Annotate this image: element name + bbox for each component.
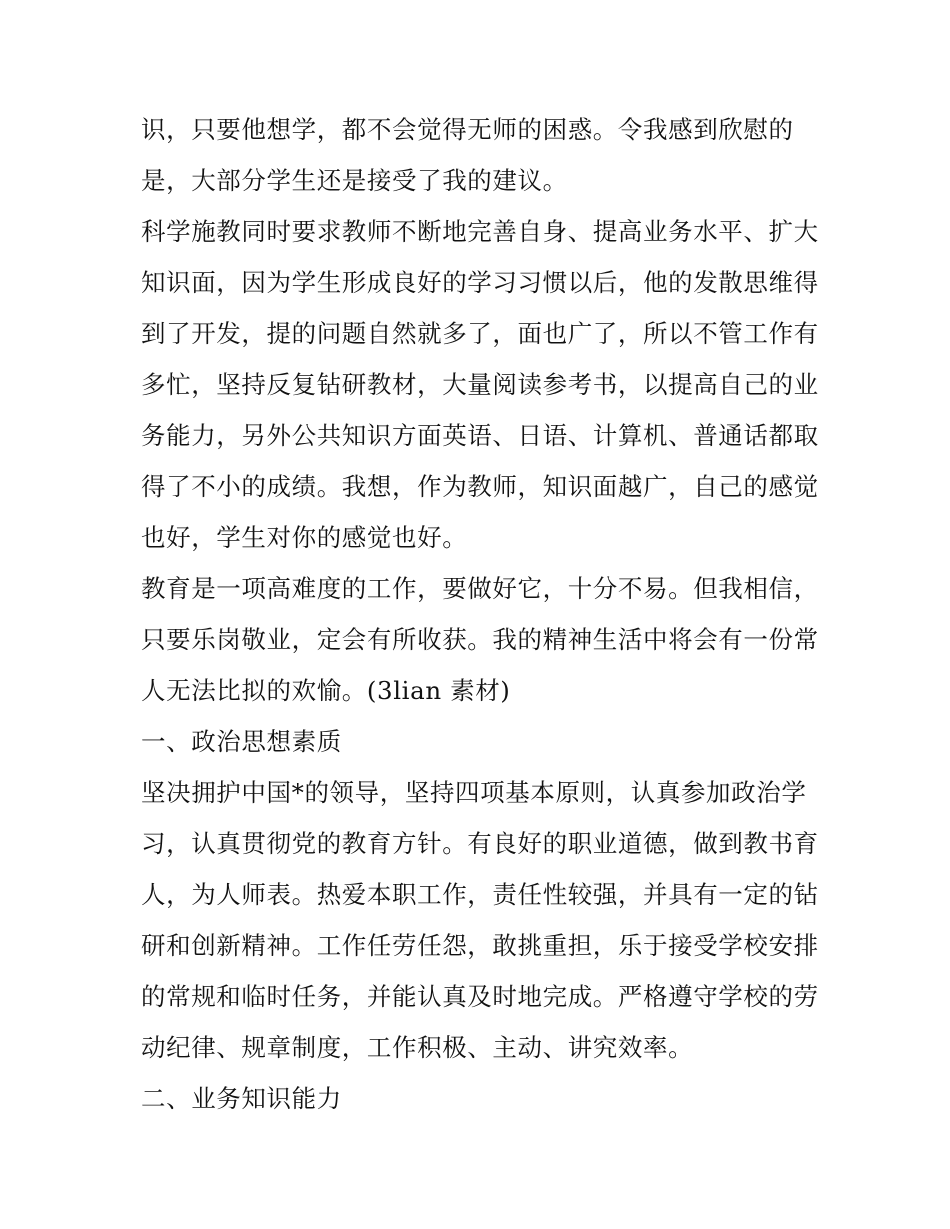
section-heading-political: 一、政治思想素质: [141, 727, 342, 756]
paragraph-1: 识，只要他想学，都不会觉得无师的困惑。令我感到欣慰的是，大部分学生还是接受了我的建议。: [141, 115, 794, 195]
paragraph-4: 坚决拥护中国*的领导，坚持四项基本原则，认真参加政治学习，认真贯彻党的教育方针。有良好的职业道德，做到教书育人，为人师表。热爱本职工作，责任性较强，并具有一定的钻研和创新精神。工作任劳任怨，敢挑重担，乐于接受学校安排的常规和临时任务，并能认真及时地完成。严格遵守学校的劳动纪律、规章制度，工作积极、主动、讲究效率。: [141, 778, 819, 1062]
document-body: [141, 104, 821, 1124]
paragraph-2: 科学施教同时要求教师不断地完善自身、提高业务水平、扩大知识面，因为学生形成良好的学习习惯以后，他的发散思维得到了开发，提的问题自然就多了，面也广了，所以不管工作有多忙，坚持反复钻研教材，大量阅读参考书，以提高自己的业务能力，另外公共知识方面英语、日语、计算机、普通话都取得了不小的成绩。我想，作为教师，知识面越广，自己的感觉也好，学生对你的感觉也好。: [141, 217, 819, 552]
section-heading-business: 二、业务知识能力: [141, 1084, 342, 1113]
paragraph-3: 教育是一项高难度的工作，要做好它，十分不易。但我相信，只要乐岗敬业，定会有所收获。我的精神生活中将会有一份常人无法比拟的欢愉。(3lian 素材): [141, 574, 819, 705]
